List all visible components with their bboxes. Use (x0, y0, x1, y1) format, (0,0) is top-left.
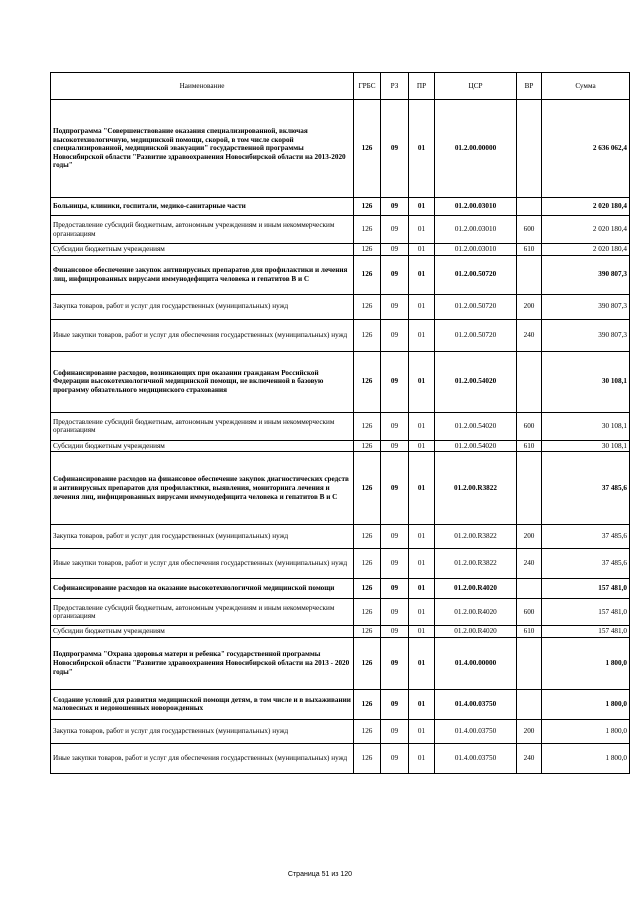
cell-name: Закупка товаров, работ и услуг для государственных (муниципальных) нужд (51, 294, 354, 319)
table-row (51, 525, 630, 549)
table-row (51, 244, 630, 256)
cell-vr: 240 (517, 549, 542, 579)
cell-pr: 01 (409, 599, 435, 626)
cell-csr: 01.2.00.R4020 (435, 626, 517, 638)
cell-pr: 01 (409, 412, 435, 440)
cell-sum: 2 636 062,4 (542, 100, 630, 198)
cell-sum: 2 020 180,4 (542, 198, 630, 216)
cell-csr: 01.2.00.03010 (435, 244, 517, 256)
cell-name: Закупка товаров, работ и услуг для государственных (муниципальных) нужд (51, 719, 354, 743)
cell-rz: 09 (381, 412, 409, 440)
cell-csr: 01.2.00.R4020 (435, 579, 517, 599)
table-row (51, 626, 630, 638)
cell-csr: 01.4.00.03750 (435, 743, 517, 773)
cell-rz: 09 (381, 689, 409, 719)
table-row (51, 599, 630, 626)
cell-name: Подпрограмма "Охрана здоровья матери и ребенка" государственной программы Новосибирской области "Развитие здравоохранения Новосибирской области на 2013 - 2020 годы" (51, 637, 354, 689)
cell-csr: 01.2.00.00000 (435, 100, 517, 198)
cell-csr: 01.2.00.50720 (435, 255, 517, 294)
cell-grbs: 126 (354, 198, 381, 216)
header-row (51, 73, 630, 100)
cell-csr: 01.4.00.03750 (435, 689, 517, 719)
cell-vr (517, 255, 542, 294)
cell-grbs: 126 (354, 743, 381, 773)
cell-rz: 09 (381, 319, 409, 351)
cell-vr (517, 689, 542, 719)
cell-vr: 600 (517, 599, 542, 626)
cell-pr: 01 (409, 255, 435, 294)
cell-grbs: 126 (354, 319, 381, 351)
cell-pr: 01 (409, 689, 435, 719)
cell-name: Софинансирование расходов на финансовое обеспечение закупок диагностических средств и антивирусных препаратов для профилактики, выявления, мониторинга лечения и лечения лиц, инфицированных вирусами иммунодефицита человека и гепатитов В и С (51, 452, 354, 525)
cell-pr: 01 (409, 743, 435, 773)
cell-vr (517, 351, 542, 412)
cell-grbs: 126 (354, 599, 381, 626)
cell-sum: 37 485,6 (542, 549, 630, 579)
cell-pr: 01 (409, 637, 435, 689)
cell-rz: 09 (381, 743, 409, 773)
cell-grbs: 126 (354, 294, 381, 319)
cell-grbs: 126 (354, 255, 381, 294)
cell-name: Создание условий для развития медицинской помощи детям, в том числе и в выхаживании маловесных и недоношенных новорожденных (51, 689, 354, 719)
cell-csr: 01.2.00.54020 (435, 412, 517, 440)
cell-vr (517, 198, 542, 216)
table-row (51, 198, 630, 216)
cell-sum: 30 108,1 (542, 412, 630, 440)
table-row (51, 100, 630, 198)
cell-name: Предоставление субсидий бюджетным, автономным учреждениям и иным некоммерческим организациям (51, 216, 354, 244)
cell-sum: 390 807,3 (542, 294, 630, 319)
cell-grbs: 126 (354, 525, 381, 549)
cell-name: Закупка товаров, работ и услуг для государственных (муниципальных) нужд (51, 525, 354, 549)
cell-name: Предоставление субсидий бюджетным, автономным учреждениям и иным некоммерческим организациям (51, 412, 354, 440)
cell-sum: 1 800,0 (542, 719, 630, 743)
cell-rz: 09 (381, 549, 409, 579)
cell-vr: 240 (517, 743, 542, 773)
cell-sum: 390 807,3 (542, 255, 630, 294)
table-row (51, 452, 630, 525)
cell-pr: 01 (409, 294, 435, 319)
cell-rz: 09 (381, 100, 409, 198)
cell-rz: 09 (381, 719, 409, 743)
cell-sum: 390 807,3 (542, 319, 630, 351)
cell-grbs: 126 (354, 719, 381, 743)
cell-vr: 610 (517, 440, 542, 452)
cell-name: Иные закупки товаров, работ и услуг для обеспечения государственных (муниципальных) нужд (51, 319, 354, 351)
cell-grbs: 126 (354, 579, 381, 599)
cell-grbs: 126 (354, 689, 381, 719)
cell-name: Предоставление субсидий бюджетным, автономным учреждениям и иным некоммерческим организациям (51, 599, 354, 626)
header-name: Наименование (51, 73, 354, 100)
cell-pr: 01 (409, 452, 435, 525)
table-row (51, 412, 630, 440)
cell-rz: 09 (381, 351, 409, 412)
table-row (51, 294, 630, 319)
cell-name: Софинансирование расходов, возникающих при оказании гражданам Российской Федерации высокотехнологичной медицинской помощи, не включенной в базовую программу обязательного медицинского страхования (51, 351, 354, 412)
cell-pr: 01 (409, 549, 435, 579)
cell-rz: 09 (381, 440, 409, 452)
table-row (51, 637, 630, 689)
cell-csr: 01.2.00.R3822 (435, 525, 517, 549)
table-row (51, 689, 630, 719)
cell-rz: 09 (381, 216, 409, 244)
cell-rz: 09 (381, 599, 409, 626)
cell-csr: 01.2.00.50720 (435, 294, 517, 319)
header-sum: Сумма (542, 73, 630, 100)
cell-pr: 01 (409, 100, 435, 198)
cell-vr: 200 (517, 294, 542, 319)
table-body (51, 100, 630, 774)
cell-vr (517, 452, 542, 525)
cell-grbs: 126 (354, 351, 381, 412)
cell-vr: 240 (517, 319, 542, 351)
cell-name: Больницы, клиники, госпитали, медико-санитарные части (51, 198, 354, 216)
header-csr: ЦСР (435, 73, 517, 100)
cell-pr: 01 (409, 440, 435, 452)
table-row (51, 549, 630, 579)
cell-sum: 1 800,0 (542, 637, 630, 689)
cell-vr (517, 100, 542, 198)
cell-name: Иные закупки товаров, работ и услуг для обеспечения государственных (муниципальных) нужд (51, 549, 354, 579)
cell-grbs: 126 (354, 626, 381, 638)
cell-pr: 01 (409, 525, 435, 549)
cell-pr: 01 (409, 719, 435, 743)
cell-rz: 09 (381, 244, 409, 256)
cell-sum: 157 481,0 (542, 599, 630, 626)
cell-grbs: 126 (354, 412, 381, 440)
cell-vr (517, 637, 542, 689)
cell-name: Иные закупки товаров, работ и услуг для обеспечения государственных (муниципальных) нужд (51, 743, 354, 773)
header-pr: ПР (409, 73, 435, 100)
cell-pr: 01 (409, 244, 435, 256)
table-row (51, 719, 630, 743)
cell-sum: 30 108,1 (542, 351, 630, 412)
cell-sum: 1 800,0 (542, 689, 630, 719)
table-row (51, 440, 630, 452)
cell-vr: 610 (517, 244, 542, 256)
cell-csr: 01.2.00.54020 (435, 440, 517, 452)
cell-vr: 200 (517, 719, 542, 743)
cell-csr: 01.4.00.00000 (435, 637, 517, 689)
header-grbs: ГРБС (354, 73, 381, 100)
cell-rz: 09 (381, 525, 409, 549)
cell-vr: 600 (517, 216, 542, 244)
header-vr: ВР (517, 73, 542, 100)
cell-grbs: 126 (354, 244, 381, 256)
cell-sum: 2 020 180,4 (542, 244, 630, 256)
page-footer: Страница 51 из 120 (287, 871, 353, 878)
cell-name: Финансовое обеспечение закупок антивирусных препаратов для профилактики и лечения лиц, инфицированных вирусами иммунодефицита человека и гепатитов В и С (51, 255, 354, 294)
cell-rz: 09 (381, 452, 409, 525)
cell-sum: 37 485,6 (542, 525, 630, 549)
cell-name: Субсидии бюджетным учреждениям (51, 244, 354, 256)
cell-sum: 1 800,0 (542, 743, 630, 773)
cell-sum: 37 485,6 (542, 452, 630, 525)
cell-sum: 157 481,0 (542, 626, 630, 638)
cell-grbs: 126 (354, 637, 381, 689)
cell-vr (517, 579, 542, 599)
table-row (51, 319, 630, 351)
table-row (51, 216, 630, 244)
cell-vr: 610 (517, 626, 542, 638)
cell-grbs: 126 (354, 100, 381, 198)
cell-pr: 01 (409, 351, 435, 412)
cell-csr: 01.2.00.R3822 (435, 549, 517, 579)
cell-name: Субсидии бюджетным учреждениям (51, 440, 354, 452)
cell-grbs: 126 (354, 440, 381, 452)
header-rz: РЗ (381, 73, 409, 100)
cell-pr: 01 (409, 319, 435, 351)
cell-grbs: 126 (354, 549, 381, 579)
cell-csr: 01.2.00.03010 (435, 216, 517, 244)
budget-table (50, 72, 630, 774)
cell-sum: 30 108,1 (542, 440, 630, 452)
cell-rz: 09 (381, 198, 409, 216)
cell-grbs: 126 (354, 216, 381, 244)
cell-rz: 09 (381, 626, 409, 638)
cell-rz: 09 (381, 637, 409, 689)
cell-rz: 09 (381, 255, 409, 294)
table-row (51, 255, 630, 294)
cell-sum: 2 020 180,4 (542, 216, 630, 244)
cell-grbs: 126 (354, 452, 381, 525)
cell-csr: 01.2.00.03010 (435, 198, 517, 216)
cell-pr: 01 (409, 198, 435, 216)
table-row (51, 579, 630, 599)
cell-name: Субсидии бюджетным учреждениям (51, 626, 354, 638)
cell-csr: 01.2.00.R3822 (435, 452, 517, 525)
cell-rz: 09 (381, 294, 409, 319)
cell-pr: 01 (409, 626, 435, 638)
cell-rz: 09 (381, 579, 409, 599)
cell-csr: 01.2.00.50720 (435, 319, 517, 351)
cell-name: Подпрограмма "Совершенствование оказания специализированной, включая высокотехнологичную, медицинской помощи, скорой, в том числе скорой специализированной, медицинской эвакуации" государственной программы Новосибирской области "Развитие здравоохранения Новосибирской области на 2013-2020 годы" (51, 100, 354, 198)
cell-csr: 01.2.00.54020 (435, 351, 517, 412)
cell-name: Софинансирование расходов на оказание высокотехнологичной медицинской помощи (51, 579, 354, 599)
table-row (51, 351, 630, 412)
cell-csr: 01.4.00.03750 (435, 719, 517, 743)
cell-sum: 157 481,0 (542, 579, 630, 599)
cell-pr: 01 (409, 216, 435, 244)
cell-csr: 01.2.00.R4020 (435, 599, 517, 626)
table-row (51, 743, 630, 773)
cell-vr: 600 (517, 412, 542, 440)
cell-pr: 01 (409, 579, 435, 599)
cell-vr: 200 (517, 525, 542, 549)
